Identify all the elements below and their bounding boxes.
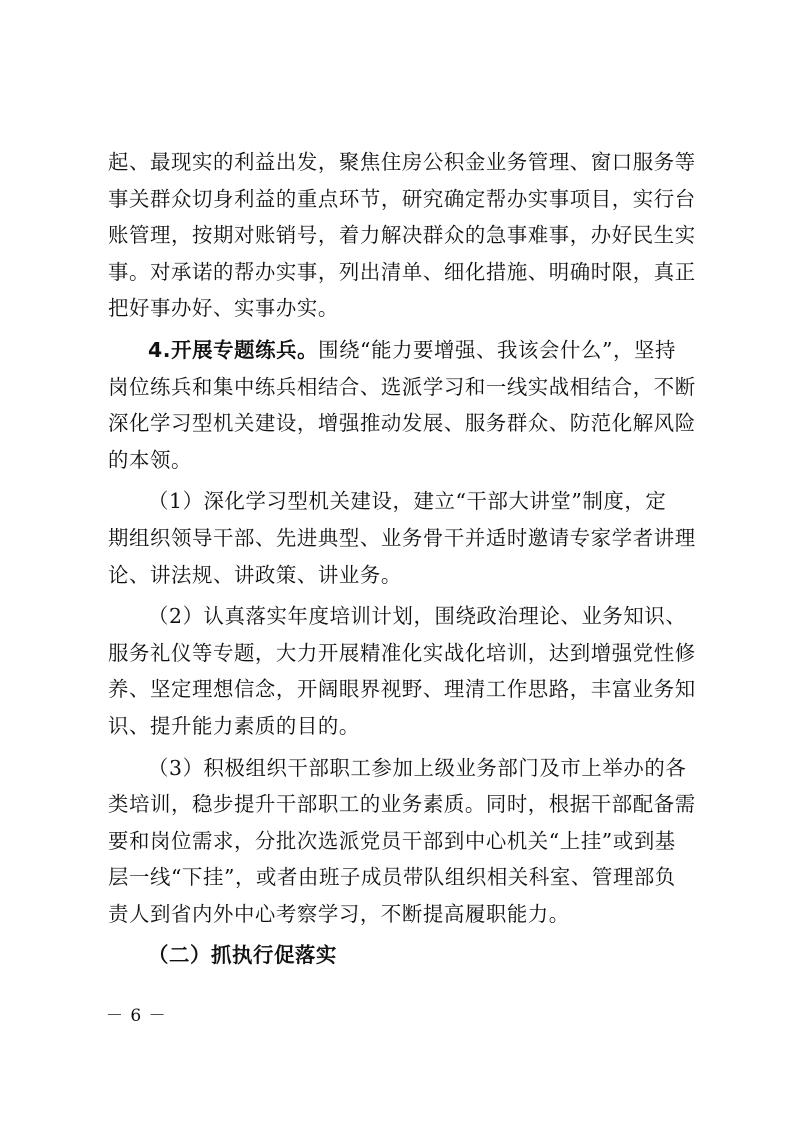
section-4-heading: 4.开展专题练兵。 xyxy=(148,337,319,362)
text-line: 期组织领导干部、先进典型、业务骨干并适时邀请专家学者讲理 xyxy=(108,525,696,550)
text-line: 论、讲法规、讲政策、讲业务。 xyxy=(108,562,402,587)
text-line: （2）认真落实年度培训计划，围绕政治理论、业务知识、 xyxy=(148,604,687,629)
item-2-paragraph xyxy=(108,598,708,744)
text-line: 要和岗位需求，分批次选派党员干部到中心机关“上挂”或到基 xyxy=(108,828,676,853)
section-4-first-line xyxy=(108,332,708,369)
section-4-first-line-text: 围绕“能力要增强、我该会什么”，坚持 xyxy=(318,337,676,362)
text-line: 类培训，稳步提升干部职工的业务素质。同时，根据干部配备需 xyxy=(108,792,696,817)
text-line: 层一线“下挂”，或者由班子成员带队组织相关科室、管理部负 xyxy=(108,865,676,890)
text-line: （3）积极组织干部职工参加上级业务部门及市上举办的各 xyxy=(148,755,687,780)
text-line: 把好事办好、实事办实。 xyxy=(108,296,339,321)
section-4-paragraph xyxy=(108,332,708,478)
text-line: 养、坚定理想信念，开阔眼界视野、理清工作思路，丰富业务知 xyxy=(108,677,696,702)
text-line: 识、提升能力素质的目的。 xyxy=(108,713,360,738)
text-line: 深化学习型机关建设，增强推动发展、服务群众、防范化解风险 xyxy=(108,411,696,436)
item-1-paragraph xyxy=(108,483,708,593)
subsection-heading-paragraph xyxy=(108,937,708,974)
text-line: 事。对承诺的帮办实事，列出清单、细化措施、明确时限，真正 xyxy=(108,259,696,284)
text-line: 责人到省内外中心考察学习，不断提高履职能力。 xyxy=(108,901,570,926)
page-number: － 6 － xyxy=(106,1006,167,1026)
document-body xyxy=(108,144,708,974)
text-line: 服务礼仪等专题，大力开展精准化实战化培训，达到增强党性修 xyxy=(108,640,696,665)
item-3-paragraph xyxy=(108,750,708,933)
text-line: （1）深化学习型机关建设，建立“干部大讲堂”制度，定 xyxy=(148,489,667,514)
text-line: 岗位练兵和集中练兵相结合、选派学习和一线实战相结合，不断 xyxy=(108,374,696,399)
text-line: 起、最现实的利益出发，聚焦住房公积金业务管理、窗口服务等 xyxy=(108,150,696,174)
paragraph-1 xyxy=(108,144,708,327)
text-line: 的本领。 xyxy=(108,447,192,472)
text-line: 事关群众切身利益的重点环节，研究确定帮办实事项目，实行台 xyxy=(108,186,696,211)
text-line: 账管理，按期对账销号，着力解决群众的急事难事，办好民生实 xyxy=(108,223,696,248)
subsection-heading: （二）抓执行促落实 xyxy=(148,943,337,968)
